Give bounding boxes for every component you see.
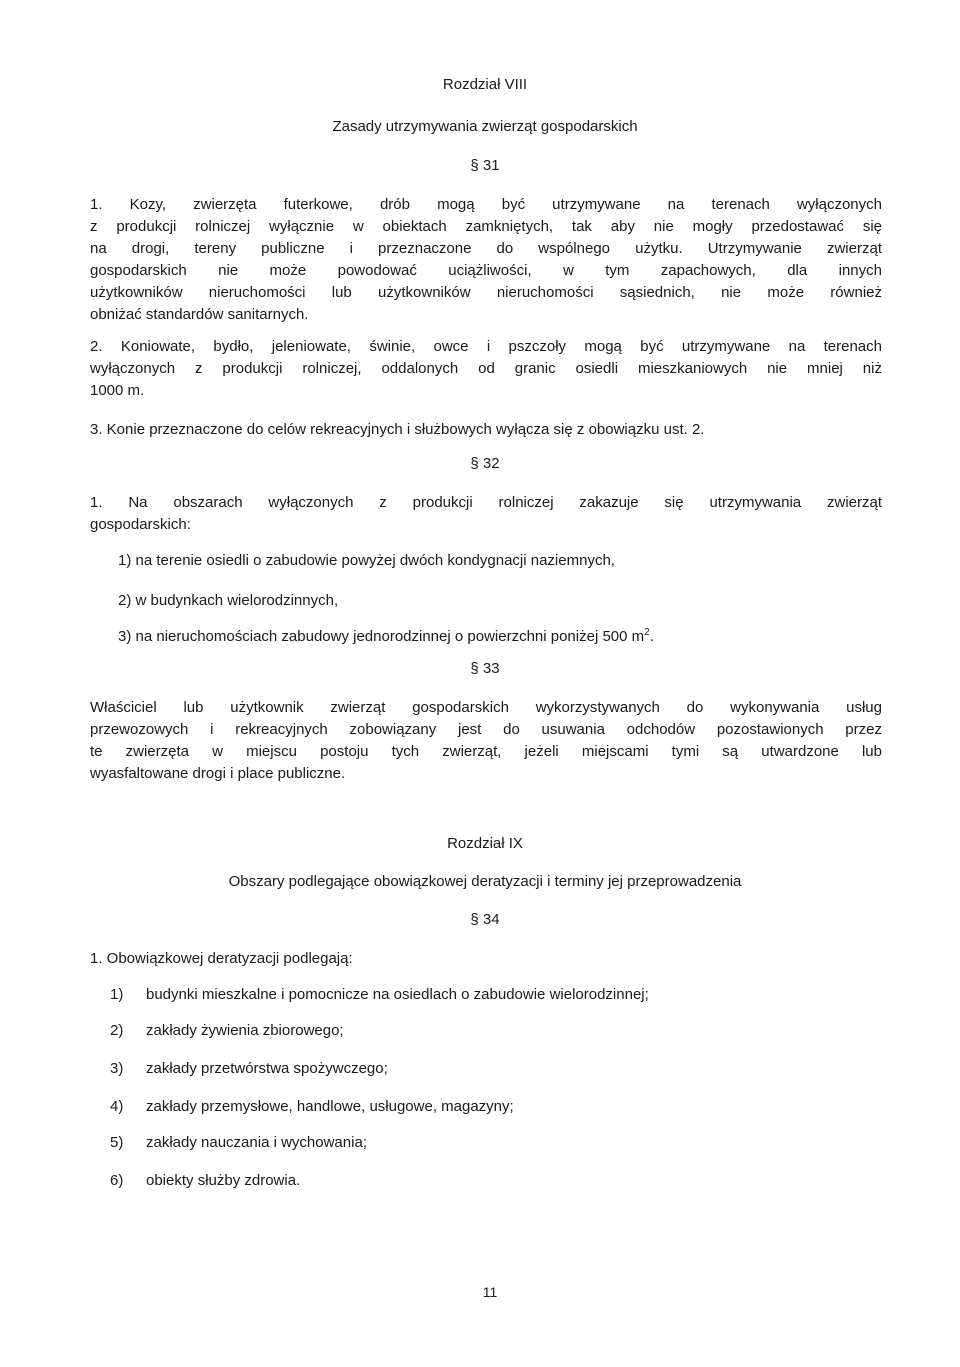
section-33-paragraph <box>90 697 882 785</box>
item-number: 5) <box>110 1134 124 1151</box>
section-32-item-1: 1) na terenie osiedli o zabudowie powyżej dwóch kondygnacji naziemnych, <box>118 552 615 569</box>
item-text: zakłady przemysłowe, handlowe, usługowe, magazyny; <box>146 1098 514 1115</box>
item-text: zakłady przetwórstwa spożywczego; <box>146 1060 388 1077</box>
item-number: 3) <box>110 1060 124 1077</box>
item-number: 2) <box>110 1022 124 1039</box>
item-number: 1) <box>110 986 124 1003</box>
section-31-paragraph-1 <box>90 194 882 326</box>
section-32-item-3 <box>118 622 654 648</box>
section-31-heading: § 31 <box>470 157 500 174</box>
item-number: 6) <box>110 1172 124 1189</box>
section-32-item-2: 2) w budynkach wielorodzinnych, <box>118 592 339 609</box>
text-line: 2. Koniowate, bydło, jeleniowate, świnie, owce i pszczoły mogą być utrzymywane na terenach <box>90 338 882 355</box>
item-text: zakłady żywienia zbiorowego; <box>146 1022 344 1039</box>
text-line: 1. Kozy, zwierzęta futerkowe, drób mogą być utrzymywane na terenach wyłączonych <box>90 196 882 213</box>
text-line: 1000 m. <box>90 382 145 399</box>
chapter-9-subtitle: Obszary podlegające obowiązkowej deratyzacji i terminy jej przeprowadzenia <box>228 873 742 890</box>
text-line: Właściciel lub użytkownik zwierząt gospodarskich wykorzystywanych do wykonywania usług <box>90 699 882 716</box>
text-line: wyłączonych z produkcji rolniczej, oddalonych od granic osiedli mieszkaniowych nie mniej niż <box>90 360 882 377</box>
section-34-intro: 1. Obowiązkowej deratyzacji podlegają: <box>90 950 353 967</box>
text-line: z produkcji rolniczej wyłącznie w obiektach zamkniętych, tak aby nie mogły przedostawać się <box>90 218 882 235</box>
section-32-intro <box>90 492 882 536</box>
text-line: gospodarskich nie może powodować uciążliwości, w tym zapachowych, dla innych <box>90 262 882 279</box>
item-text: budynki mieszkalne i pomocnicze na osiedlach o zabudowie wielorodzinnej; <box>146 986 649 1003</box>
section-34-heading: § 34 <box>470 911 500 928</box>
text-line: przewozowych i rekreacyjnych zobowiązany jest do usuwania odchodów pozostawionych przez <box>90 721 882 738</box>
text-line: wyasfaltowane drogi i place publiczne. <box>90 765 346 782</box>
item-text: obiekty służby zdrowia. <box>146 1172 301 1189</box>
section-31-paragraph-2 <box>90 336 882 402</box>
item-text: zakłady nauczania i wychowania; <box>146 1134 367 1151</box>
section-32-heading: § 32 <box>470 455 500 472</box>
text-line: użytkowników nieruchomości lub użytkowników nieruchomości sąsiednich, nie może również <box>90 284 882 301</box>
chapter-9-title: Rozdział IX <box>447 835 523 852</box>
item-3-end: . <box>649 628 654 645</box>
text-line: na drogi, tereny publiczne i przeznaczone do wspólnego użytku. Utrzymywanie zwierząt <box>90 240 882 257</box>
section-31-paragraph-3: 3. Konie przeznaczone do celów rekreacyjnych i służbowych wyłącza się z obowiązku ust. 2. <box>90 421 705 438</box>
item-number: 4) <box>110 1098 124 1115</box>
section-33-heading: § 33 <box>470 660 500 677</box>
text-line: 1. Na obszarach wyłączonych z produkcji rolniczej zakazuje się utrzymywania zwierząt <box>90 494 882 511</box>
text-line: te zwierzęta w miejscu postoju tych zwierząt, jeżeli miejscami tymi są utwardzone lub <box>90 743 882 760</box>
text-line: gospodarskich: <box>90 516 191 533</box>
chapter-8-title: Rozdział VIII <box>442 76 528 93</box>
text-line: obniżać standardów sanitarnych. <box>90 306 309 323</box>
page-number: 11 <box>482 1284 498 1300</box>
chapter-8-subtitle: Zasady utrzymywania zwierząt gospodarskich <box>332 118 638 135</box>
item-3-text: 3) na nieruchomościach zabudowy jednorodzinnej o powierzchni poniżej 500 m <box>118 628 645 645</box>
superscript: 2 <box>644 627 650 638</box>
